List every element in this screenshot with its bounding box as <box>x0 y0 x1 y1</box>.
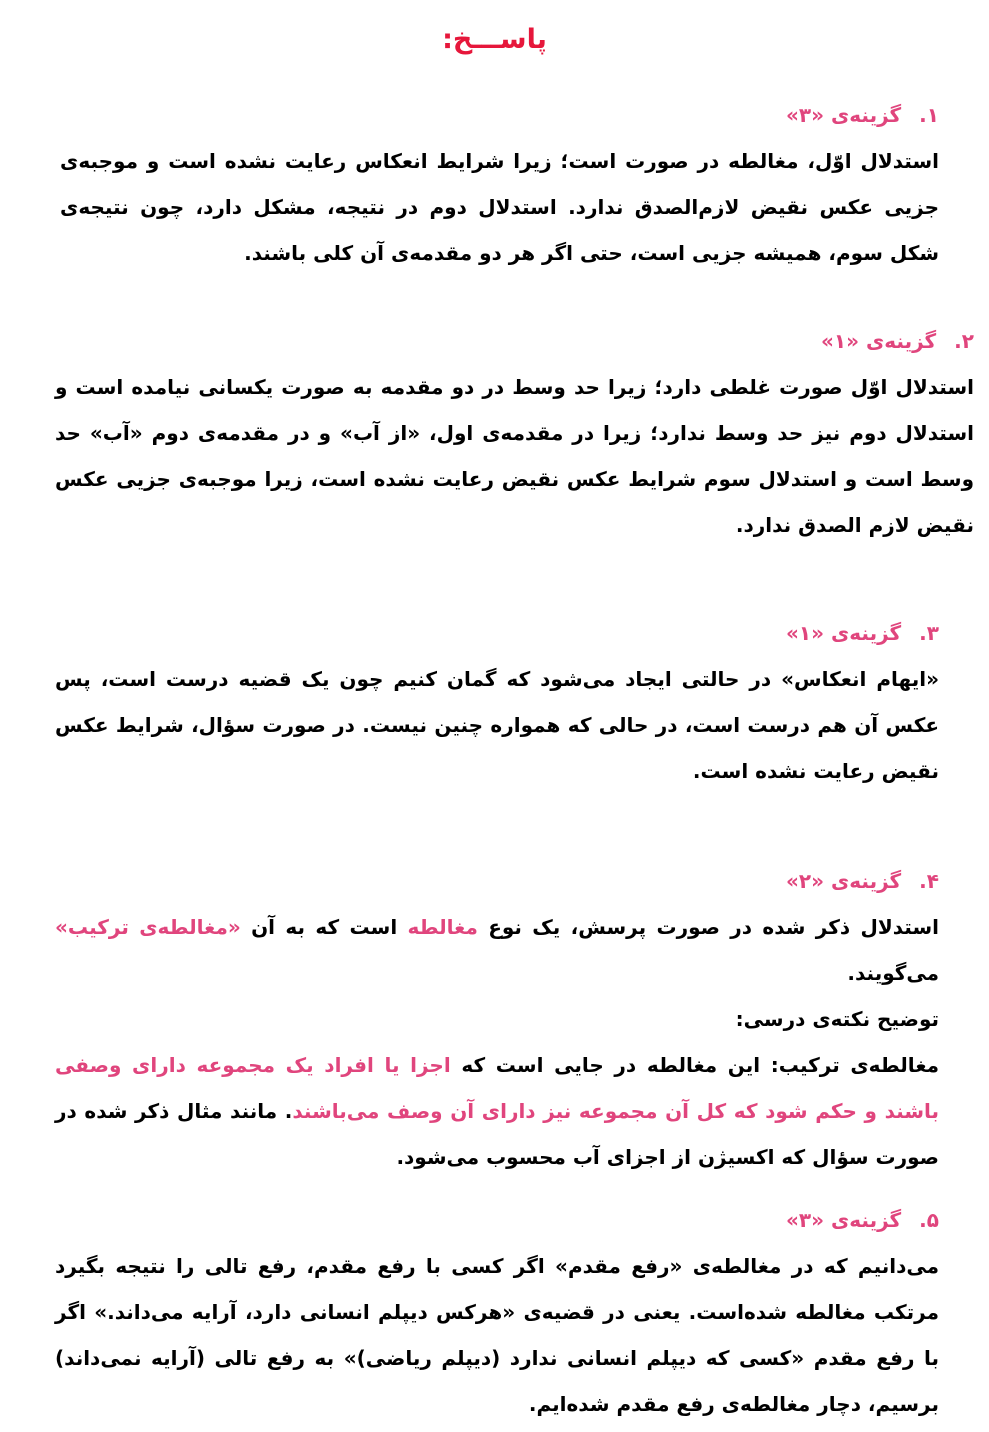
answer-5 <box>55 1197 939 1427</box>
answer-4-note-a: مغالطه‌ی ترکیب: این مغالطه در جایی است که <box>450 1053 939 1077</box>
answer-1-number: ۱. <box>919 103 939 127</box>
answer-4-text-e: می‌گویند. <box>847 961 939 985</box>
answer-4-highlight-composition: «مغالطه‌ی ترکیب» <box>55 915 241 939</box>
answer-4-note-c: . مانند مثال ذکر شده در صورت سؤال که اکسیژن از اجزای آب محسوب می‌شود. <box>55 1099 939 1169</box>
answer-5-number: ۵. <box>919 1208 939 1232</box>
answer-5-option: گزینه‌ی «۳» <box>785 1208 902 1232</box>
answer-4-option: گزینه‌ی «۲» <box>785 869 902 893</box>
answer-5-heading <box>55 1197 939 1243</box>
answer-4-note-heading: توضیح نکته‌ی درسی: <box>735 1007 939 1031</box>
answer-4 <box>55 858 939 1180</box>
answer-4-number: ۴. <box>919 869 939 893</box>
answer-1-option: گزینه‌ی «۳» <box>785 103 902 127</box>
answer-4-note-highlight: اجزا یا افراد یک مجموعه دارای وصفی باشند و حکم شود که کل آن مجموعه نیز دارای آن وصف می‌باشند <box>55 1053 939 1123</box>
answer-3-number: ۳. <box>919 621 939 645</box>
answer-3-text: «ایهام انعکاس» در حالتی ایجاد می‌شود که گمان کنیم چون یک قضیه درست است، پس عکس آن هم درست است، در حالی که همواره چنین نیست. در صورت سؤال، شرایط عکس نقیض رعایت نشده است. <box>55 667 939 783</box>
answer-2-heading <box>55 318 974 364</box>
answer-3 <box>55 610 939 794</box>
answer-1-heading <box>60 92 939 138</box>
answer-4-highlight-fallacy: مغالطه <box>407 915 478 939</box>
answer-4-note <box>55 1042 939 1180</box>
answer-5-text: می‌دانیم که در مغالطه‌ی «رفع مقدم» اگر کسی با رفع مقدم، رفع تالی را نتیجه بگیرد مرتکب مغالطه شده‌است. یعنی در قضیه‌ی «هرکس دیپلم انسانی دارد، آرایه می‌داند.» اگر با رفع مقدم «کسی که دیپلم انسانی ندارد (دیپلم ریاضی)» به رفع تالی (آرایه نمی‌داند) برسیم، دچار مغالطه‌ی رفع مقدم شده‌ایم. <box>55 1254 939 1416</box>
answer-4-text-c: است که به آن <box>240 915 408 939</box>
answer-1 <box>60 92 939 276</box>
answer-3-heading <box>55 610 939 656</box>
page-title: پاســـخ: <box>442 24 547 55</box>
answer-1-text: استدلال اوّل، مغالطه در صورت است؛ زیرا شرایط انعکاس رعایت نشده است و موجبه‌ی جزیی عکس نقیض لازم‌الصدق ندارد. استدلال دوم در نتیجه، مشکل دارد، چون نتیجه‌ی شکل سوم، همیشه جزیی است، حتی اگر هر دو مقدمه‌ی آن کلی باشند. <box>60 149 939 265</box>
answer-2-option: گزینه‌ی «۱» <box>820 329 937 353</box>
answer-2-text: استدلال اوّل صورت غلطی دارد؛ زیرا حد وسط در دو مقدمه به صورت یکسانی نیامده است و استدلال دوم نیز حد وسط ندارد؛ زیرا در مقدمه‌ی اول، «از آب» و در مقدمه‌ی دوم «آب» حد وسط است و استدلال سوم شرایط عکس نقیض رعایت نشده است، زیرا موجبه‌ی جزیی عکس نقیض لازم الصدق ندارد. <box>55 375 974 537</box>
answer-4-text-a: استدلال ذکر شده در صورت پرسش، یک نوع <box>477 915 939 939</box>
answer-2 <box>55 318 974 548</box>
answer-2-number: ۲. <box>954 329 974 353</box>
answer-4-text <box>55 904 939 996</box>
answer-4-heading <box>55 858 939 904</box>
answer-3-option: گزینه‌ی «۱» <box>785 621 902 645</box>
